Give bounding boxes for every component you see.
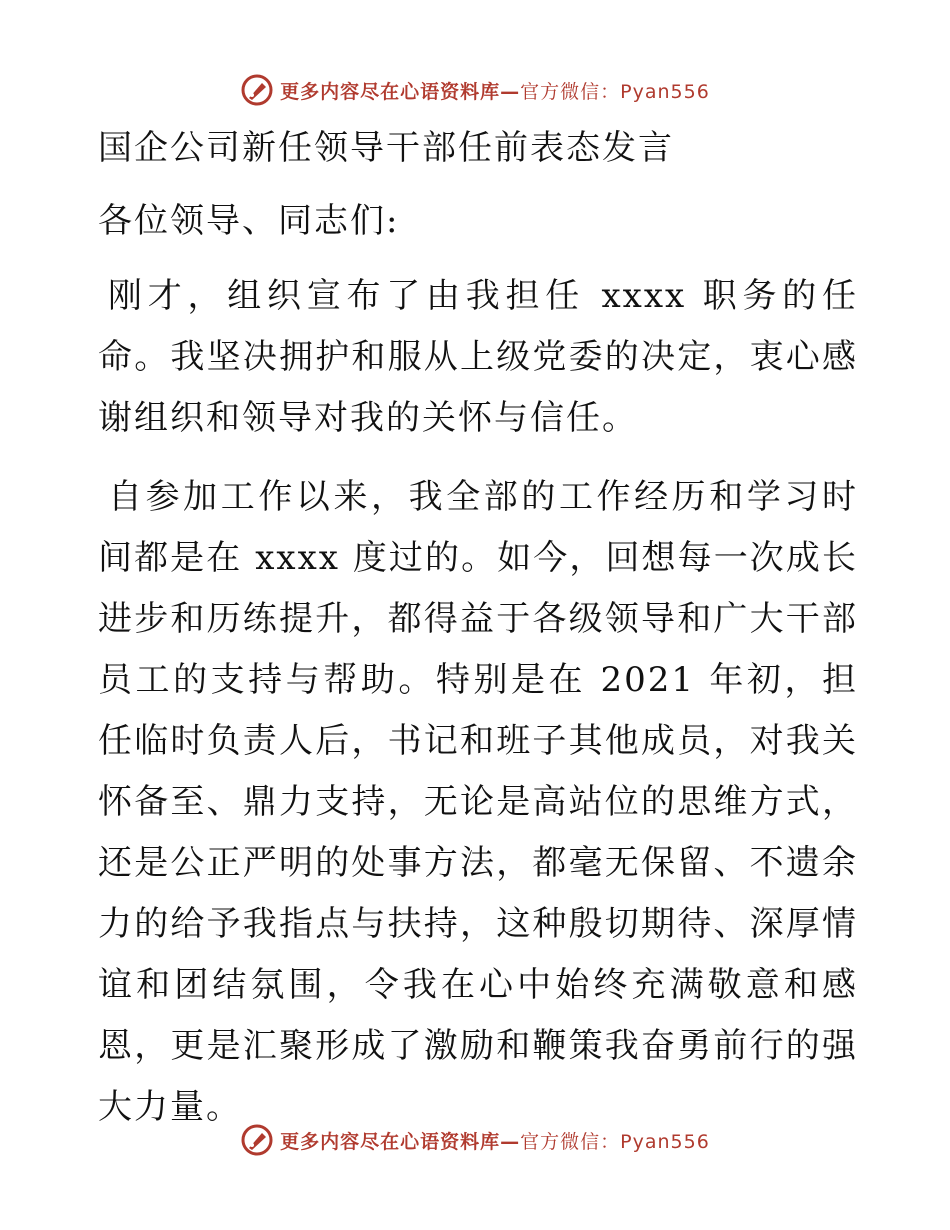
greeting: 各位领导、同志们: xyxy=(98,201,400,241)
document-body xyxy=(98,118,858,1138)
paragraph-2: 自参加工作以来，我全部的工作经历和学习时间都是在 xxxx 度过的。如今，回想每一次成长进步和历练提升，都得益于各级领导和广大干部员工的支持与帮助。特别是在 2021 年初，担任临时负责人后，书记和班子其他成员，对我关怀备至、鼎力支持，无论是高站位的思维方式，还是公正严明的处事方法，都毫无保留、不遗余力的给予我指点与扶持，这种殷切期待、深厚情谊和团结氛围，令我在心中始终充满敬意和感恩，更是汇聚形成了激励和鞭策我奋勇前行的强大力量。 xyxy=(98,477,858,1127)
footer-banner xyxy=(0,1120,950,1160)
pen-nib-logo-icon xyxy=(240,1123,274,1157)
banner-brand-text: 更多内容尽在心语资料库— xyxy=(280,1130,521,1153)
pen-nib-logo-icon xyxy=(240,73,274,107)
banner-brand-text: 更多内容尽在心语资料库— xyxy=(280,80,521,103)
paragraph-1: 刚才，组织宣布了由我担任 xxxx 职务的任命。我坚决拥护和服从上级党委的决定，衷心感谢组织和领导对我的关怀与信任。 xyxy=(98,276,858,438)
header-banner xyxy=(0,70,950,110)
banner-contact-text: 官方微信：Pyan556 xyxy=(520,1130,710,1153)
banner-contact-text: 官方微信：Pyan556 xyxy=(520,80,710,103)
document-title: 国企公司新任领导干部任前表态发言 xyxy=(98,128,674,168)
